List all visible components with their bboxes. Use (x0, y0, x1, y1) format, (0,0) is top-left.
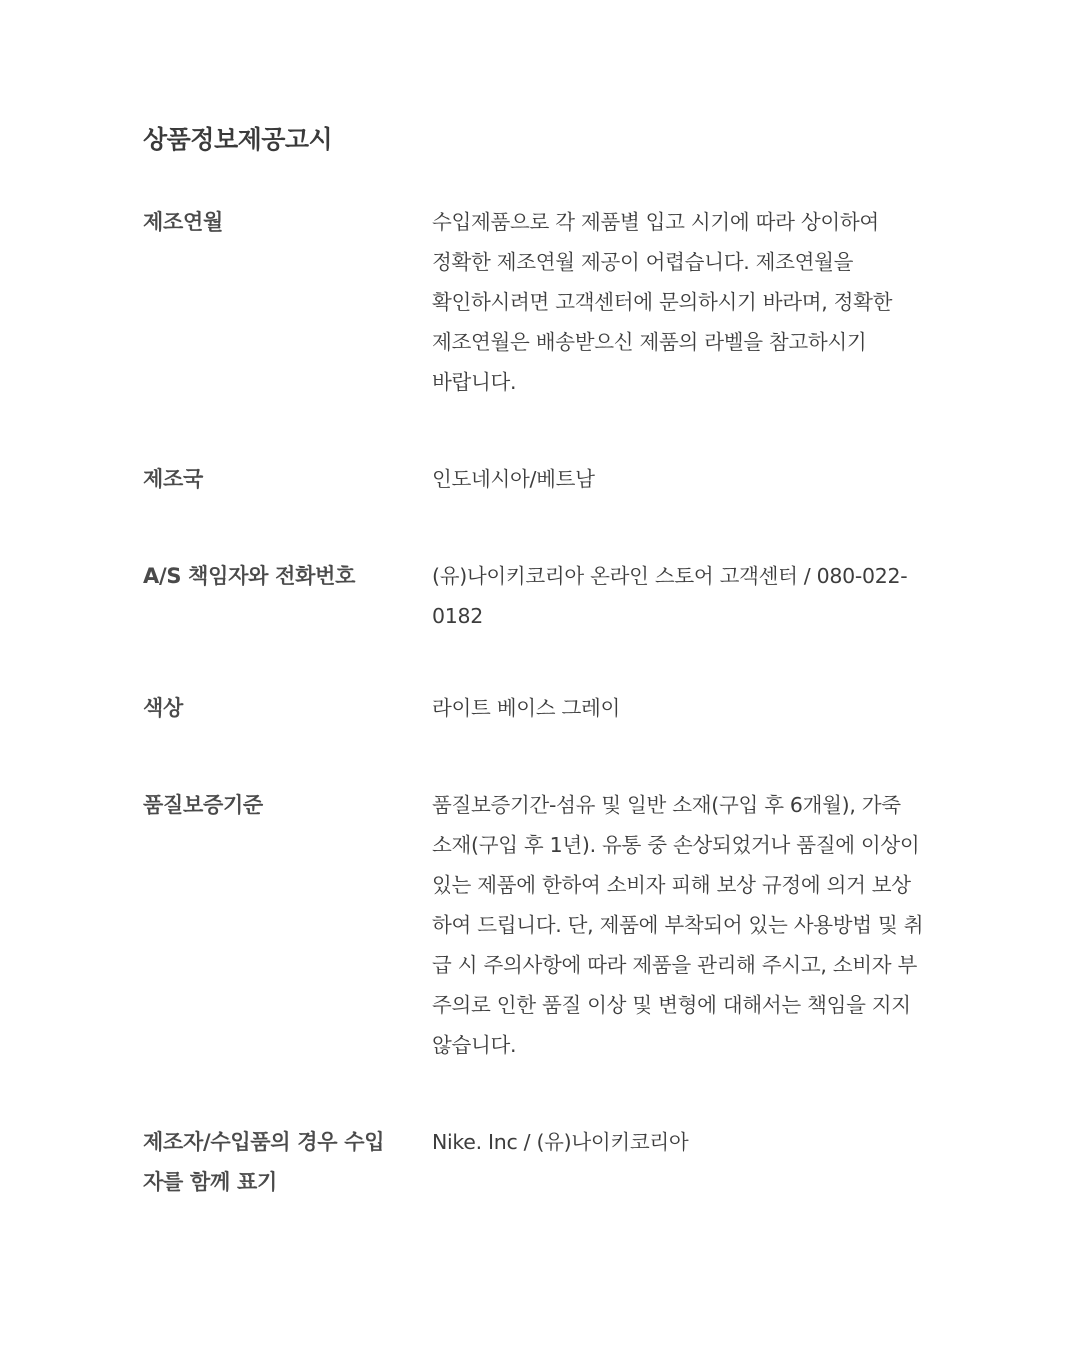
row-value-line: 급 시 주의사항에 따라 제품을 관리해 주시고, 소비자 부 (432, 953, 918, 977)
row-value-line: 수입제품으로 각 제품별 입고 시기에 따라 상이하여 (432, 210, 879, 234)
info-row-manufacture-date (143, 202, 1080, 459)
row-label (143, 785, 432, 825)
info-row-color (143, 688, 1080, 785)
row-value (432, 202, 940, 402)
row-value-line: 확인하시려면 고객센터에 문의하시기 바라며, 정확한 (432, 290, 893, 314)
row-label (143, 556, 432, 596)
row-value (432, 688, 940, 728)
row-value-line: 정확한 제조연월 제공이 어렵습니다. 제조연월을 (432, 250, 854, 274)
row-value-line: (유)나이키코리아 온라인 스토어 고객센터 / 080-022- (432, 564, 908, 588)
row-label-line: 품질보증기준 (143, 793, 263, 817)
row-label-line: 제조연월 (143, 210, 223, 234)
row-label-line: A/S 책임자와 전화번호 (143, 564, 356, 588)
row-label (143, 202, 432, 242)
info-row-as-contact (143, 556, 1080, 688)
row-label-line: 색상 (143, 696, 183, 720)
row-value (432, 556, 940, 636)
row-label (143, 688, 432, 728)
row-label-line: 자를 함께 표기 (143, 1170, 277, 1194)
row-value-line: 품질보증기간-섬유 및 일반 소재(구입 후 6개월), 가죽 (432, 793, 901, 817)
row-value-line: 않습니다. (432, 1033, 517, 1057)
row-value-line: 소재(구입 후 1년). 유통 중 손상되었거나 품질에 이상이 (432, 833, 920, 857)
row-value-line: 바랍니다. (432, 370, 517, 394)
row-value (432, 459, 940, 499)
row-value-line: 0182 (432, 604, 483, 628)
row-value-line: 인도네시아/베트남 (432, 467, 595, 491)
info-table (143, 202, 1080, 1222)
row-value (432, 1122, 940, 1162)
row-value (432, 785, 940, 1065)
row-label (143, 1122, 432, 1202)
row-value-line: 주의로 인한 품질 이상 및 변형에 대해서는 책임을 지지 (432, 993, 911, 1017)
row-label (143, 459, 432, 499)
row-value-line: 있는 제품에 한하여 소비자 피해 보상 규정에 의거 보상 (432, 873, 911, 897)
row-value-line: 제조연월은 배송받으신 제품의 라벨을 참고하시기 (432, 330, 867, 354)
row-label-line: 제조자/수입품의 경우 수입 (143, 1130, 385, 1154)
row-value-line: 하여 드립니다. 단, 제품에 부착되어 있는 사용방법 및 취 (432, 913, 924, 937)
page-title: 상품정보제공고시 (143, 125, 333, 154)
info-row-quality-warranty (143, 785, 1080, 1122)
row-value-line: 라이트 베이스 그레이 (432, 696, 620, 720)
row-label-line: 제조국 (143, 467, 203, 491)
info-row-manufacturer-importer (143, 1122, 1080, 1222)
row-value-line: Nike. Inc / (유)나이키코리아 (432, 1130, 689, 1154)
info-row-country-of-manufacture (143, 459, 1080, 556)
